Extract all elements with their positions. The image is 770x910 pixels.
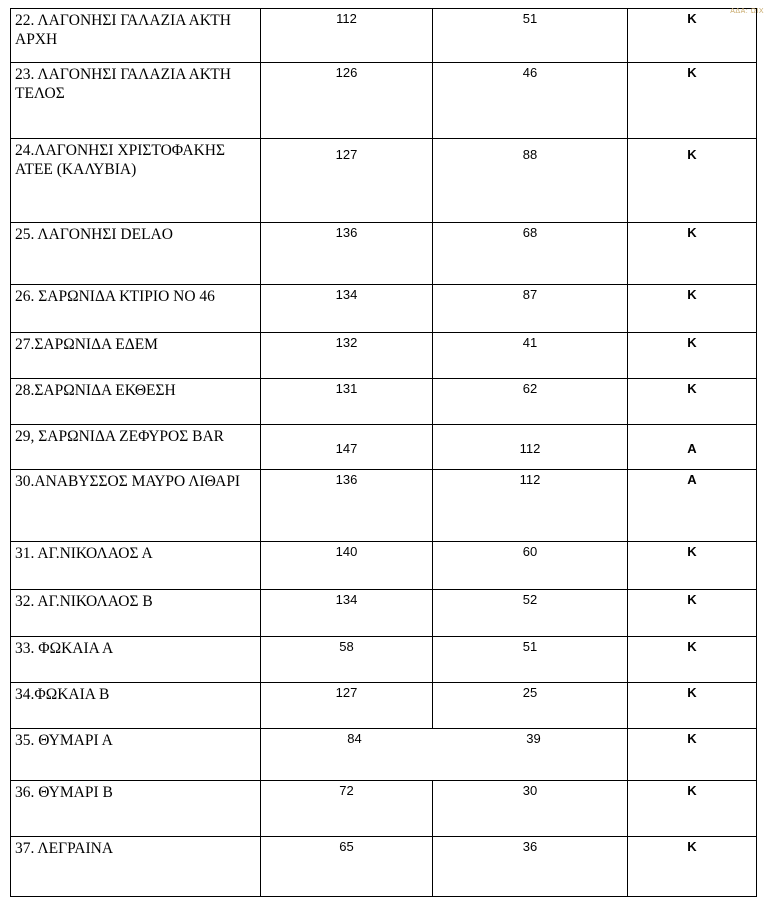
row-value2: 46 — [433, 63, 628, 139]
beach-measurements-table — [10, 8, 757, 897]
row-name: 32. ΑΓ.ΝΙΚΟΛΑΟΣ Β — [11, 590, 261, 637]
row-code: Α — [628, 425, 757, 470]
row-name: 29, ΣΑΡΩΝΙΔΑ ΖΕΦΥΡΟΣ BAR — [11, 425, 261, 470]
row-name: 22. ΛΑΓΟΝΗΣΙ ΓΑΛΑΖΙΑ ΑΚΤΗ ΑΡΧΗ — [11, 9, 261, 63]
row-code: Κ — [628, 837, 757, 897]
table-row — [11, 379, 757, 425]
row-name: 31. ΑΓ.ΝΙΚΟΛΑΟΣ Α — [11, 542, 261, 590]
row-value1: 84 — [347, 731, 362, 746]
row-code: Κ — [628, 637, 757, 683]
row-value2: 60 — [433, 542, 628, 590]
row-name: 34.ΦΩΚΑΙΑ Β — [11, 683, 261, 729]
table-row — [11, 837, 757, 897]
row-value1: 131 — [261, 379, 433, 425]
row-value1: 134 — [261, 285, 433, 333]
row-value2: 112 — [433, 425, 628, 470]
row-value1: 136 — [261, 470, 433, 542]
row-code: Α — [628, 470, 757, 542]
row-name: 35. ΘΥΜΑΡΙ Α — [11, 729, 261, 781]
row-value2: 62 — [433, 379, 628, 425]
row-code: Κ — [628, 683, 757, 729]
row-value1: 72 — [261, 781, 433, 837]
table-row — [11, 63, 757, 139]
table-row — [11, 729, 757, 781]
row-name: 23. ΛΑΓΟΝΗΣΙ ΓΑΛΑΖΙΑ ΑΚΤΗ ΤΕΛΟΣ — [11, 63, 261, 139]
row-value1: 127 — [261, 683, 433, 729]
row-code: Κ — [628, 379, 757, 425]
row-value1: 112 — [261, 9, 433, 63]
table-row — [11, 285, 757, 333]
row-name: 30.ΑΝΑΒΥΣΣΟΣ ΜΑΥΡΟ ΛΙΘΑΡΙ — [11, 470, 261, 542]
table-row — [11, 139, 757, 223]
row-code: Κ — [628, 9, 757, 63]
row-value1: 132 — [261, 333, 433, 379]
row-code: Κ — [628, 590, 757, 637]
row-value1: 127 — [261, 139, 433, 223]
row-code: Κ — [628, 139, 757, 223]
row-value2: 112 — [433, 470, 628, 542]
row-value1: 65 — [261, 837, 433, 897]
row-value1: 136 — [261, 223, 433, 285]
row-name: 25. ΛΑΓΟΝΗΣΙ DELAO — [11, 223, 261, 285]
table-row — [11, 9, 757, 63]
row-merged-values — [261, 729, 628, 781]
document-page — [0, 8, 770, 910]
table-row — [11, 425, 757, 470]
row-code: Κ — [628, 285, 757, 333]
row-value2: 51 — [433, 9, 628, 63]
table-row — [11, 637, 757, 683]
row-value2: 41 — [433, 333, 628, 379]
table-row — [11, 590, 757, 637]
table-row — [11, 781, 757, 837]
row-name: 27.ΣΑΡΩΝΙΔΑ ΕΔΕΜ — [11, 333, 261, 379]
row-value2: 88 — [433, 139, 628, 223]
table-row — [11, 542, 757, 590]
row-value2: 39 — [526, 731, 541, 746]
row-value2: 36 — [433, 837, 628, 897]
row-value2: 52 — [433, 590, 628, 637]
row-code: Κ — [628, 333, 757, 379]
row-name: 28.ΣΑΡΩΝΙΔΑ ΕΚΘΕΣΗ — [11, 379, 261, 425]
corner-stamp: ΑΔΑ: ΩΙΧ — [730, 8, 764, 15]
row-code: Κ — [628, 729, 757, 781]
row-value2: 30 — [433, 781, 628, 837]
row-code: Κ — [628, 63, 757, 139]
row-value2: 87 — [433, 285, 628, 333]
row-value1: 126 — [261, 63, 433, 139]
row-value1: 58 — [261, 637, 433, 683]
row-name: 33. ΦΩΚΑΙΑ Α — [11, 637, 261, 683]
row-value1: 147 — [261, 425, 433, 470]
table-row — [11, 223, 757, 285]
row-value1: 140 — [261, 542, 433, 590]
row-name: 36. ΘΥΜΑΡΙ Β — [11, 781, 261, 837]
row-value2: 51 — [433, 637, 628, 683]
table-row — [11, 683, 757, 729]
row-value2: 68 — [433, 223, 628, 285]
row-code: Κ — [628, 542, 757, 590]
table-row — [11, 333, 757, 379]
row-value1: 134 — [261, 590, 433, 637]
row-name: 24.ΛΑΓΟΝΗΣΙ ΧΡΙΣΤΟΦΑΚΗΣ ΑΤΕΕ (ΚΑΛΥΒΙΑ) — [11, 139, 261, 223]
row-code: Κ — [628, 781, 757, 837]
row-code: Κ — [628, 223, 757, 285]
row-name: 26. ΣΑΡΩΝΙΔΑ ΚΤΙΡΙΟ ΝΟ 46 — [11, 285, 261, 333]
row-value2: 25 — [433, 683, 628, 729]
table-body — [11, 9, 757, 897]
row-name: 37. ΛΕΓΡΑΙΝΑ — [11, 837, 261, 897]
table-row — [11, 470, 757, 542]
